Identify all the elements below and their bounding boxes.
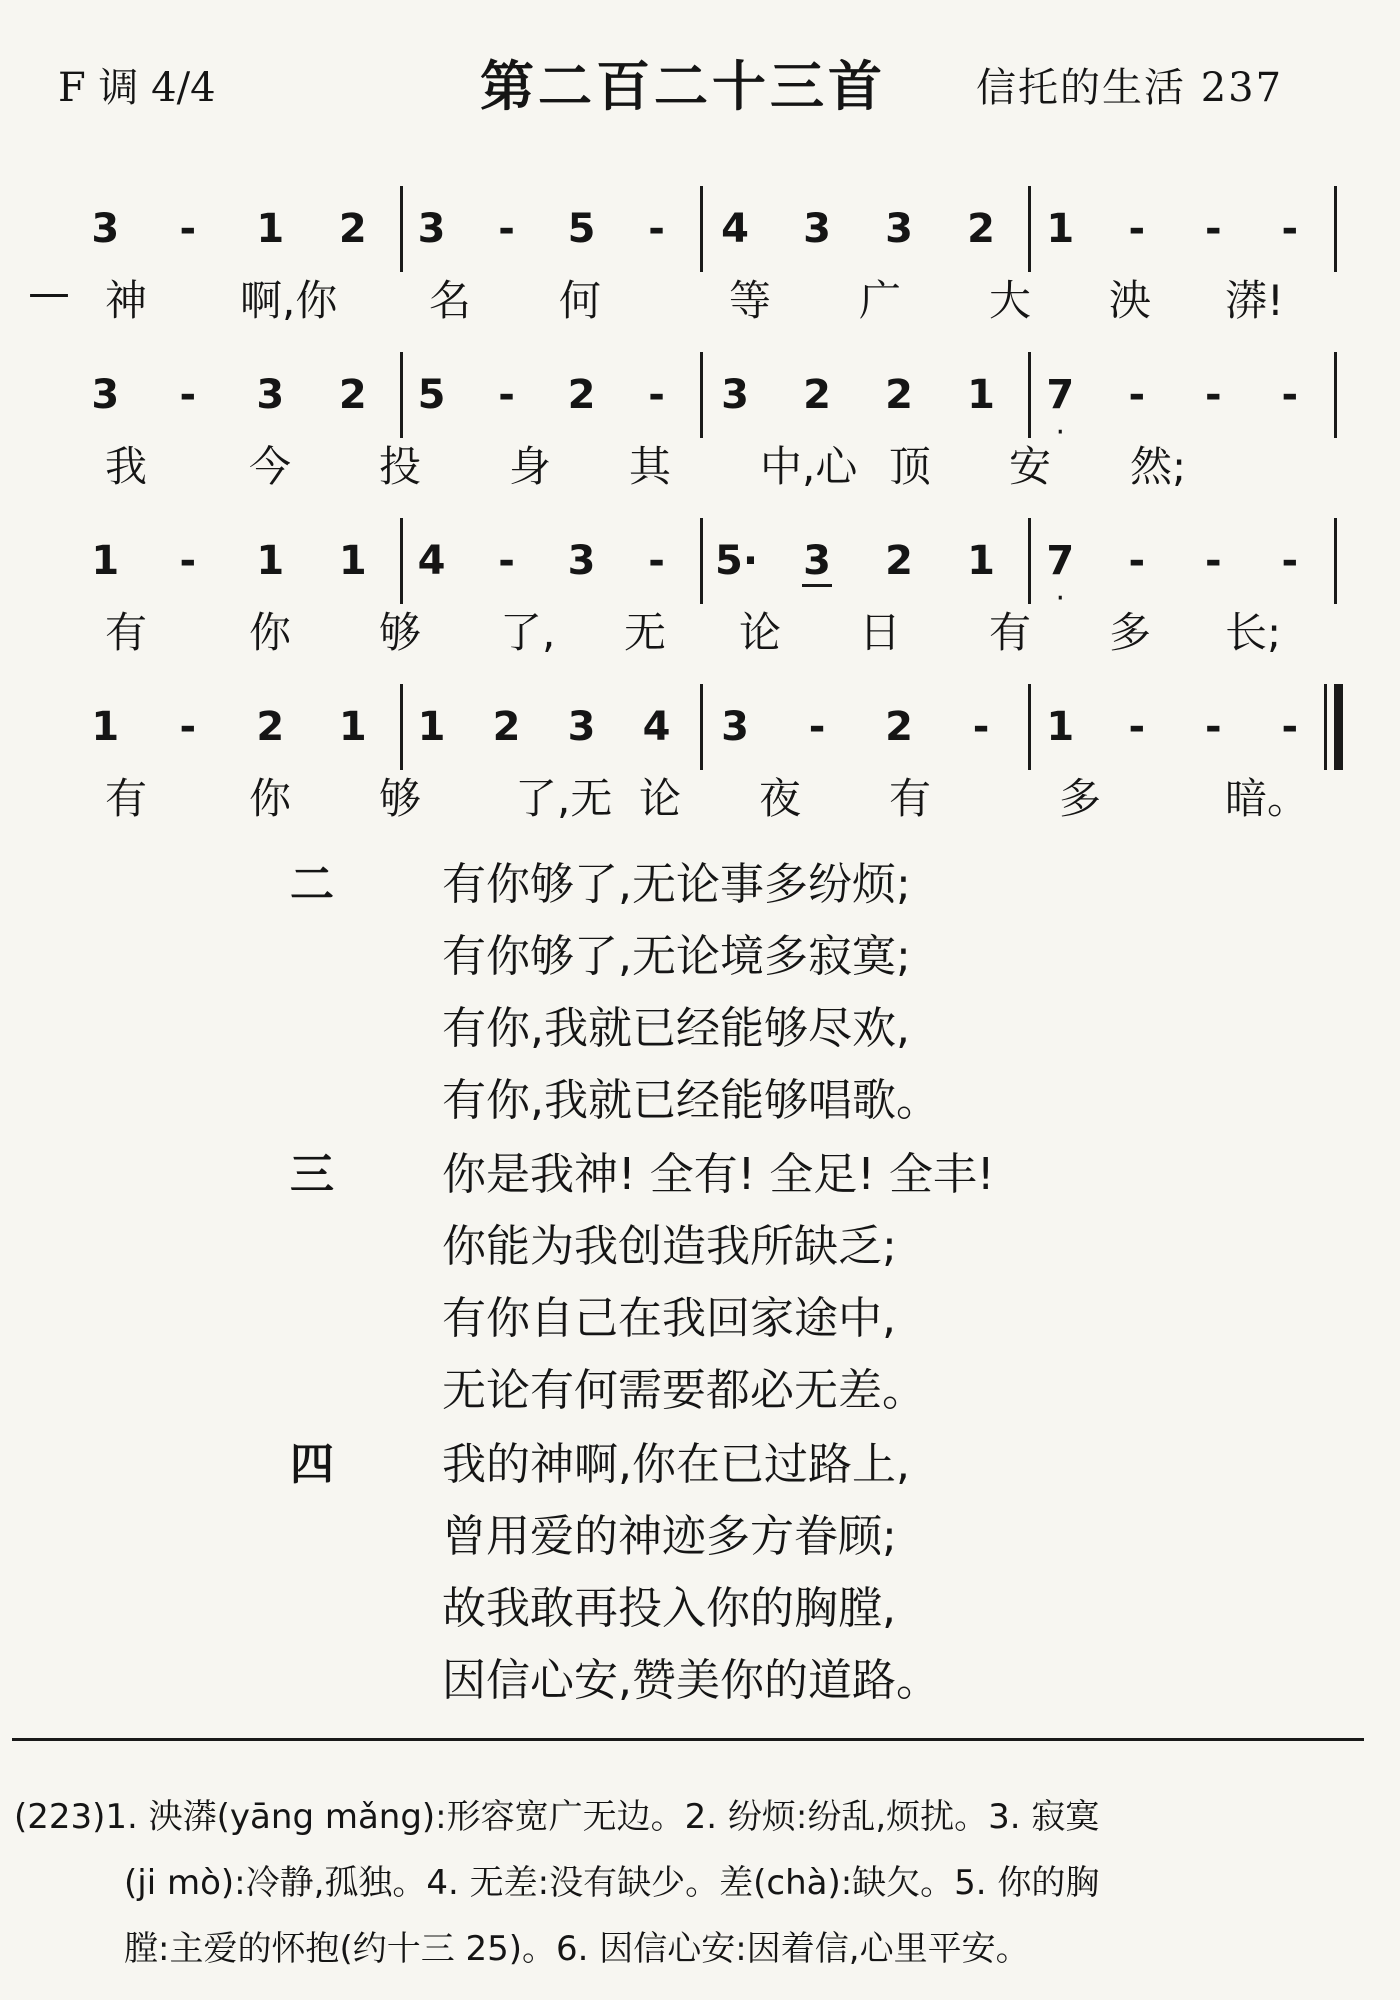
lyric-syllable: 有 [104,608,147,657]
note: 2 [338,206,367,252]
note-extension: - [972,704,990,750]
lyric-syllable: 中,心 [760,442,858,491]
note-extension: - [1281,538,1299,584]
lyric-syllable: 有 [888,774,931,823]
note-extension: - [808,704,826,750]
staff-system [70,186,1340,276]
bar-line [700,518,703,604]
lyric-syllable: 日 [858,608,901,657]
footnote-line: 膛:主爱的怀抱(约十三 25)。6. 因信心安:因着信,心里平安。 [124,1929,1030,1969]
bar-line [1028,352,1031,438]
lyric-syllable: 广 [858,276,901,325]
lyric-syllable: 今 [248,442,291,491]
footnote [14,1784,1374,1982]
verse-line: 你能为我创造我所缺乏; [442,1221,897,1272]
bar-line [1334,518,1337,604]
music-staff [28,186,1340,846]
lyric-syllable: 我 [104,442,147,491]
verse-line: 有你够了,无论境多寂寞; [442,931,911,982]
lyric-syllable: 投 [378,442,421,491]
lyric-syllable: 然; [1130,442,1187,491]
note: 1 [91,538,120,584]
note: 1 [91,704,120,750]
footnote-line: (223)1. 泱漭(yāng mǎng):形容宽广无边。2. 纷烦:纷乱,烦扰。3. 寂寞 [14,1797,1100,1837]
lyric-syllable: 无 [623,608,666,657]
note: 1 [1046,206,1075,252]
underline-marker [802,584,832,587]
verse-line: 有你自己在我回家途中, [442,1293,896,1344]
note: 4 [642,704,671,750]
bar-line [400,518,403,604]
lyric-syllable: 了,无 [515,774,613,823]
note-extension: - [179,704,197,750]
note-extension: - [1281,206,1299,252]
lyric-syllable: 论 [738,608,781,657]
note: 1 [1046,704,1075,750]
note-extension: - [498,372,515,418]
lyric-syllable: 泱 [1108,276,1151,325]
note: 1 [338,538,367,584]
bar-line [1028,186,1031,272]
lyric-syllable: 大 [988,276,1031,325]
bar-line [1028,518,1031,604]
verse-number-1: — [28,268,70,317]
final-bar-line [1334,684,1343,770]
lyric-syllable: 等 [728,276,771,325]
note-extension: - [1128,538,1146,584]
bar-line [1334,352,1337,438]
verse-line: 无论有何需要都必无差。 [442,1365,926,1416]
bar-line [700,684,703,770]
note: 3 [803,538,831,584]
hymn-category: 信托的生活 237 [976,65,1284,111]
staff-system [70,518,1340,616]
lyric-syllable: 漭! [1225,276,1284,325]
lyric-syllable: 何 [558,276,601,325]
staff-system [70,352,1340,450]
note: 3 [417,206,446,252]
lyric-syllable: 名 [428,276,471,325]
bar-line [700,352,703,438]
bar-line [400,684,403,770]
lyric-syllable: 你 [248,608,291,657]
lyric-syllable: 多 [1058,774,1101,823]
note: 1 [256,206,285,252]
note-extension: - [1204,206,1222,252]
note-extension: - [179,206,197,252]
note-extension: - [1204,372,1222,418]
note-extension: - [1128,206,1146,252]
bar-line [1334,186,1337,272]
lyric-syllable: 其 [628,442,671,491]
key-signature: F 调 4/4 [58,65,216,111]
note-extension: - [1128,704,1146,750]
note: 2 [885,704,913,750]
bar-line [1324,684,1327,770]
note: 3 [567,538,596,584]
page-header [0,44,1400,124]
lyric-syllable: 安 [1008,442,1051,491]
note: 3 [91,372,120,418]
low-octave-dot: · [1055,415,1066,450]
lyric-syllable: 够 [378,774,421,823]
verse-line: 因信心安,赞美你的道路。 [442,1655,940,1706]
verse-number-3: 三 [290,1149,334,1200]
note-extension: - [648,206,665,252]
note: 2 [256,704,285,750]
lyric-syllable: 了, [500,608,556,657]
note: 2 [885,372,913,418]
lyric-syllable: 神 [104,276,147,325]
note: 1 [967,372,995,418]
note-extension: - [179,372,197,418]
note-extension: - [1281,704,1299,750]
note: 2 [492,704,521,750]
note: 3 [721,372,749,418]
note-extension: - [498,538,515,584]
verse-number-4: 四 [290,1439,334,1490]
verse-line: 有你,我就已经能够唱歌。 [442,1075,940,1126]
note-extension: - [1204,538,1222,584]
note-extension: - [1128,372,1146,418]
lyric-syllable: 有 [104,774,147,823]
verse-line: 曾用爱的神迹多方眷顾; [442,1511,897,1562]
note: 7 [1046,372,1075,418]
verse-line: 有你,我就已经能够尽欢, [442,1003,910,1054]
note: 2 [885,538,913,584]
bar-line [400,352,403,438]
bar-line [1028,684,1031,770]
note: 3 [885,206,913,252]
note: 7 [1046,538,1075,584]
note: 4 [417,538,446,584]
lyric-syllable: 多 [1108,608,1151,657]
lyric-syllable: 夜 [758,774,801,823]
note: 1 [338,704,367,750]
note: 5 [567,206,596,252]
note: 3 [567,704,596,750]
lyric-syllable: 顶 [888,442,931,491]
lyric-syllable: 论 [638,774,681,823]
lyric-syllable: 暗。 [1225,774,1310,823]
lyric-syllable: 有 [988,608,1031,657]
verse-line: 你是我神! 全有! 全足! 全丰! [442,1149,995,1200]
note: 1 [417,704,446,750]
verse-line: 我的神啊,你在已过路上, [442,1439,910,1490]
note: 1 [256,538,285,584]
note: 4 [721,206,749,252]
note-extension: - [648,372,665,418]
note-extension: - [648,538,665,584]
note: 5· [715,538,759,584]
note: 1 [967,538,995,584]
note-extension: - [498,206,515,252]
verse-number-2: 二 [290,859,334,910]
footnote-divider [12,1738,1364,1741]
note-extension: - [1204,704,1222,750]
note-extension: - [179,538,197,584]
staff-system [70,684,1340,774]
bar-line [700,186,703,272]
verse-line: 有你够了,无论事多纷烦; [442,859,911,910]
lyric-syllable: 够 [378,608,421,657]
note: 3 [91,206,120,252]
note: 3 [721,704,749,750]
low-octave-dot: · [1055,581,1066,616]
footnote-line: (ji mò):冷静,孤独。4. 无差:没有缺少。差(chà):缺欠。5. 你的胸 [124,1863,1100,1903]
bar-line [400,186,403,272]
note: 3 [256,372,285,418]
note: 2 [338,372,367,418]
lyric-syllable: 啊,你 [240,276,338,325]
note: 2 [967,206,995,252]
lyric-syllable: 长; [1225,608,1282,657]
note-extension: - [1281,372,1299,418]
note: 2 [803,372,831,418]
hymn-title: 第二百二十三首 [480,55,886,118]
lyric-syllable: 你 [248,774,291,823]
verse-line: 故我敢再投入你的胸膛, [442,1583,896,1634]
note: 5 [417,372,446,418]
lyric-syllable: 身 [508,442,551,491]
note: 3 [803,206,831,252]
note: 2 [567,372,596,418]
